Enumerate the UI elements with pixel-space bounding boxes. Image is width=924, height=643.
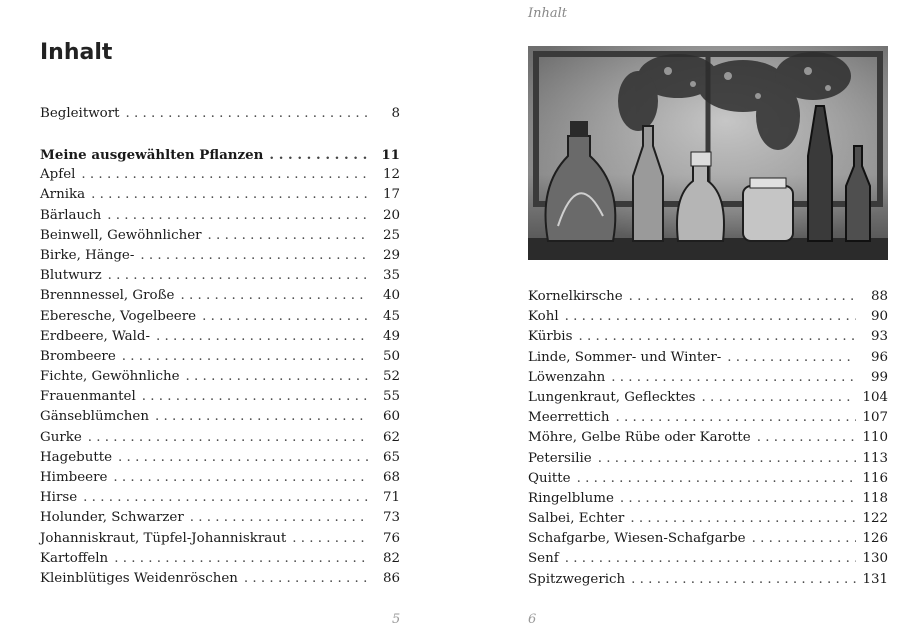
toc-entry (528, 469, 888, 489)
toc-entry-label: Eberesche, Vogelbeere (40, 308, 197, 324)
toc-entry-label: Brombeere (40, 348, 116, 364)
toc-leader-dots (156, 327, 368, 347)
toc-entry (40, 185, 400, 205)
toc-entry-page: 99 (870, 369, 888, 385)
toc-entry-page: 60 (382, 409, 400, 425)
toc-entry-label: Möhre, Gelbe Rübe oder Karotte (528, 430, 751, 446)
toc-entry-page: 29 (382, 247, 400, 263)
toc-entry-page: 122 (862, 511, 888, 527)
toc-entry-page: 40 (382, 288, 400, 304)
herb-bottles-photo (528, 46, 888, 260)
toc-entry-page: 118 (862, 490, 888, 506)
toc-entry-page: 73 (382, 510, 400, 526)
toc-leader-dots (122, 347, 368, 367)
toc-entry-page: 116 (862, 470, 888, 486)
toc-leader-dots (630, 509, 856, 529)
toc-leader-dots (140, 246, 368, 266)
toc-leader-dots (752, 529, 856, 549)
toc-entry (40, 286, 400, 306)
toc-entry (528, 509, 888, 529)
toc-leader-dots (83, 488, 368, 508)
toc-entry (528, 449, 888, 469)
toc-entry-label: Gänseblümchen (40, 409, 149, 425)
toc-entry-label: Himbeere (40, 470, 108, 485)
toc-leader-dots (629, 287, 856, 307)
right-page (462, 0, 924, 643)
toc-entry-label: Hirse (40, 490, 78, 506)
running-head: Inhalt (528, 6, 568, 21)
toc-entry-label: Lungenkraut, Geflecktes (528, 389, 696, 405)
toc-leader-dots (727, 348, 856, 368)
toc-plants-list-continued (528, 287, 888, 590)
toc-entry-label: Spitzwegerich (528, 571, 626, 587)
toc-entry (528, 368, 888, 388)
toc-entry-page: 71 (382, 490, 400, 506)
toc-entry (528, 549, 888, 569)
toc-entry-label: Meine ausgewählten Pflanzen (40, 147, 264, 163)
toc-leader-dots (292, 529, 368, 549)
toc-entry-label: Apfel (40, 167, 76, 183)
toc-entry-label: Kornelkirsche (528, 289, 623, 304)
toc-entry-page: 82 (382, 550, 400, 566)
toc-entry-page: 113 (862, 450, 888, 466)
toc-leader-dots (186, 367, 368, 387)
toc-entry (528, 307, 888, 327)
toc-entry-label: Blutwurz (40, 268, 102, 284)
toc-entry-label: Frauenmantel (40, 389, 136, 405)
toc-entry-page: 90 (870, 309, 888, 325)
toc-entry-page: 76 (382, 530, 400, 546)
toc-entry (40, 206, 400, 226)
toc-entry-page: 55 (382, 389, 400, 405)
page-number: 6 (528, 612, 537, 627)
toc-entry-label: Löwenzahn (528, 369, 606, 385)
toc-entry-label: Schafgarbe, Wiesen-Schafgarbe (528, 531, 746, 547)
toc-entry-label: Fichte, Gewöhnliche (40, 369, 180, 385)
toc-entry-label: Begleitwort (40, 106, 120, 121)
toc-entry-page: 50 (382, 348, 400, 364)
toc-entry-label: Birke, Hänge- (40, 247, 135, 263)
toc-entry-page: 62 (382, 429, 400, 445)
toc-entry-page: 35 (382, 268, 400, 284)
toc-entry-label: Kartoffeln (40, 550, 109, 566)
toc-entry-page: 126 (862, 531, 888, 547)
toc-entry (40, 266, 400, 286)
toc-entry (528, 348, 888, 368)
toc-entry (528, 408, 888, 428)
toc-leader-dots (91, 185, 368, 205)
toc-leader-dots (108, 266, 368, 286)
toc-leader-dots (269, 145, 368, 165)
toc-entry-label: Salbei, Echter (528, 511, 625, 527)
toc-entry (528, 388, 888, 408)
toc-entry (528, 489, 888, 509)
toc-entry-label: Brennnessel, Große (40, 288, 175, 304)
toc-entry-page: 93 (870, 329, 888, 345)
toc-leader-dots (142, 387, 368, 407)
toc-entry-page: 104 (862, 389, 888, 405)
toc-leader-dots (88, 428, 368, 448)
toc-leader-dots (578, 327, 856, 347)
toc-entry-page: 49 (382, 328, 400, 344)
toc-entry (40, 347, 400, 367)
toc-entry (40, 448, 400, 468)
toc-entry-page: 107 (862, 410, 888, 426)
toc-leader-dots (611, 368, 856, 388)
toc-leader-dots (598, 449, 856, 469)
toc-leader-dots (208, 226, 368, 246)
toc-entry-label: Senf (528, 551, 559, 567)
toc-entry-page: 130 (862, 551, 888, 567)
toc-leader-dots (631, 570, 856, 590)
toc-entry-page: 131 (862, 571, 888, 587)
toc-entry-label: Hagebutte (40, 449, 113, 465)
toc-entry (40, 226, 400, 246)
toc-entry (40, 307, 400, 327)
toc-leader-dots (81, 165, 368, 185)
toc-leader-dots (577, 469, 856, 489)
toc-entry (528, 428, 888, 448)
toc-entry-label: Kleinblütiges Weidenröschen (40, 570, 238, 586)
toc-entry-page: 65 (382, 449, 400, 465)
toc-leader-dots (615, 408, 856, 428)
toc-entry (528, 287, 888, 307)
toc-entry (528, 327, 888, 347)
toc-entry-page: 68 (382, 470, 400, 485)
toc-entry (40, 428, 400, 448)
toc-leader-dots (565, 307, 856, 327)
toc-entry (40, 569, 400, 589)
toc-leader-dots (180, 286, 368, 306)
toc-entry-label: Quitte (528, 470, 571, 486)
toc-entry-label: Beinwell, Gewöhnlicher (40, 227, 202, 243)
toc-entry-page: 25 (382, 227, 400, 243)
toc-entry-page: 45 (382, 308, 400, 324)
toc-entry (528, 570, 888, 590)
toc-leader-dots (126, 104, 368, 124)
toc-entry-page: 17 (382, 187, 400, 203)
toc-entry-page: 110 (862, 430, 888, 446)
toc-entry (40, 246, 400, 266)
toc-entry-label: Bärlauch (40, 207, 102, 223)
toc-entry-page: 88 (870, 289, 888, 304)
toc-leader-dots (113, 468, 368, 488)
toc-entry-page: 96 (870, 349, 888, 365)
toc-entry (40, 145, 400, 165)
toc-entry (40, 387, 400, 407)
toc-entry-label: Johanniskraut, Tüpfel-Johanniskraut (40, 530, 287, 546)
toc-leader-dots (620, 489, 856, 509)
toc-leader-dots (702, 388, 856, 408)
toc-leader-dots (202, 307, 368, 327)
toc-entry-label: Gurke (40, 429, 82, 445)
toc-entry-page: 52 (382, 369, 400, 385)
toc-entry-label: Linde, Sommer- und Winter- (528, 349, 722, 365)
toc-entry (40, 468, 400, 488)
toc-entry-label: Holunder, Schwarzer (40, 510, 184, 526)
toc-entry-label: Arnika (40, 187, 86, 203)
toc-entry-label: Kürbis (528, 329, 573, 345)
toc-plants-list (40, 145, 400, 589)
toc-entry-label: Meerrettich (528, 410, 610, 426)
toc-entry (40, 407, 400, 427)
toc-entry-page: 86 (382, 570, 400, 586)
toc-entry-page: 11 (381, 147, 400, 163)
page-title: Inhalt (40, 40, 113, 65)
toc-leader-dots (107, 206, 368, 226)
toc-entry-label: Petersilie (528, 450, 592, 466)
toc-entry (40, 488, 400, 508)
toc-leader-dots (114, 549, 368, 569)
toc-entry-page: 12 (382, 167, 400, 183)
toc-entry (40, 367, 400, 387)
toc-entry-label: Erdbeere, Wald- (40, 328, 150, 344)
toc-leader-dots (757, 428, 856, 448)
toc-entry (40, 165, 400, 185)
toc-leader-dots (118, 448, 368, 468)
toc-entry (40, 529, 400, 549)
toc-leader-dots (155, 407, 368, 427)
toc-entry-page: 20 (382, 207, 400, 223)
toc-intro-list (40, 104, 400, 124)
page-number: 5 (392, 612, 401, 627)
toc-entry-page: 8 (391, 106, 400, 121)
toc-entry (528, 529, 888, 549)
toc-leader-dots (190, 508, 368, 528)
toc-leader-dots (244, 569, 368, 589)
toc-entry (40, 508, 400, 528)
toc-leader-dots (565, 549, 856, 569)
toc-entry-label: Ringelblume (528, 490, 614, 506)
toc-entry (40, 104, 400, 124)
toc-entry (40, 327, 400, 347)
toc-entry-label: Kohl (528, 309, 559, 325)
toc-entry (40, 549, 400, 569)
